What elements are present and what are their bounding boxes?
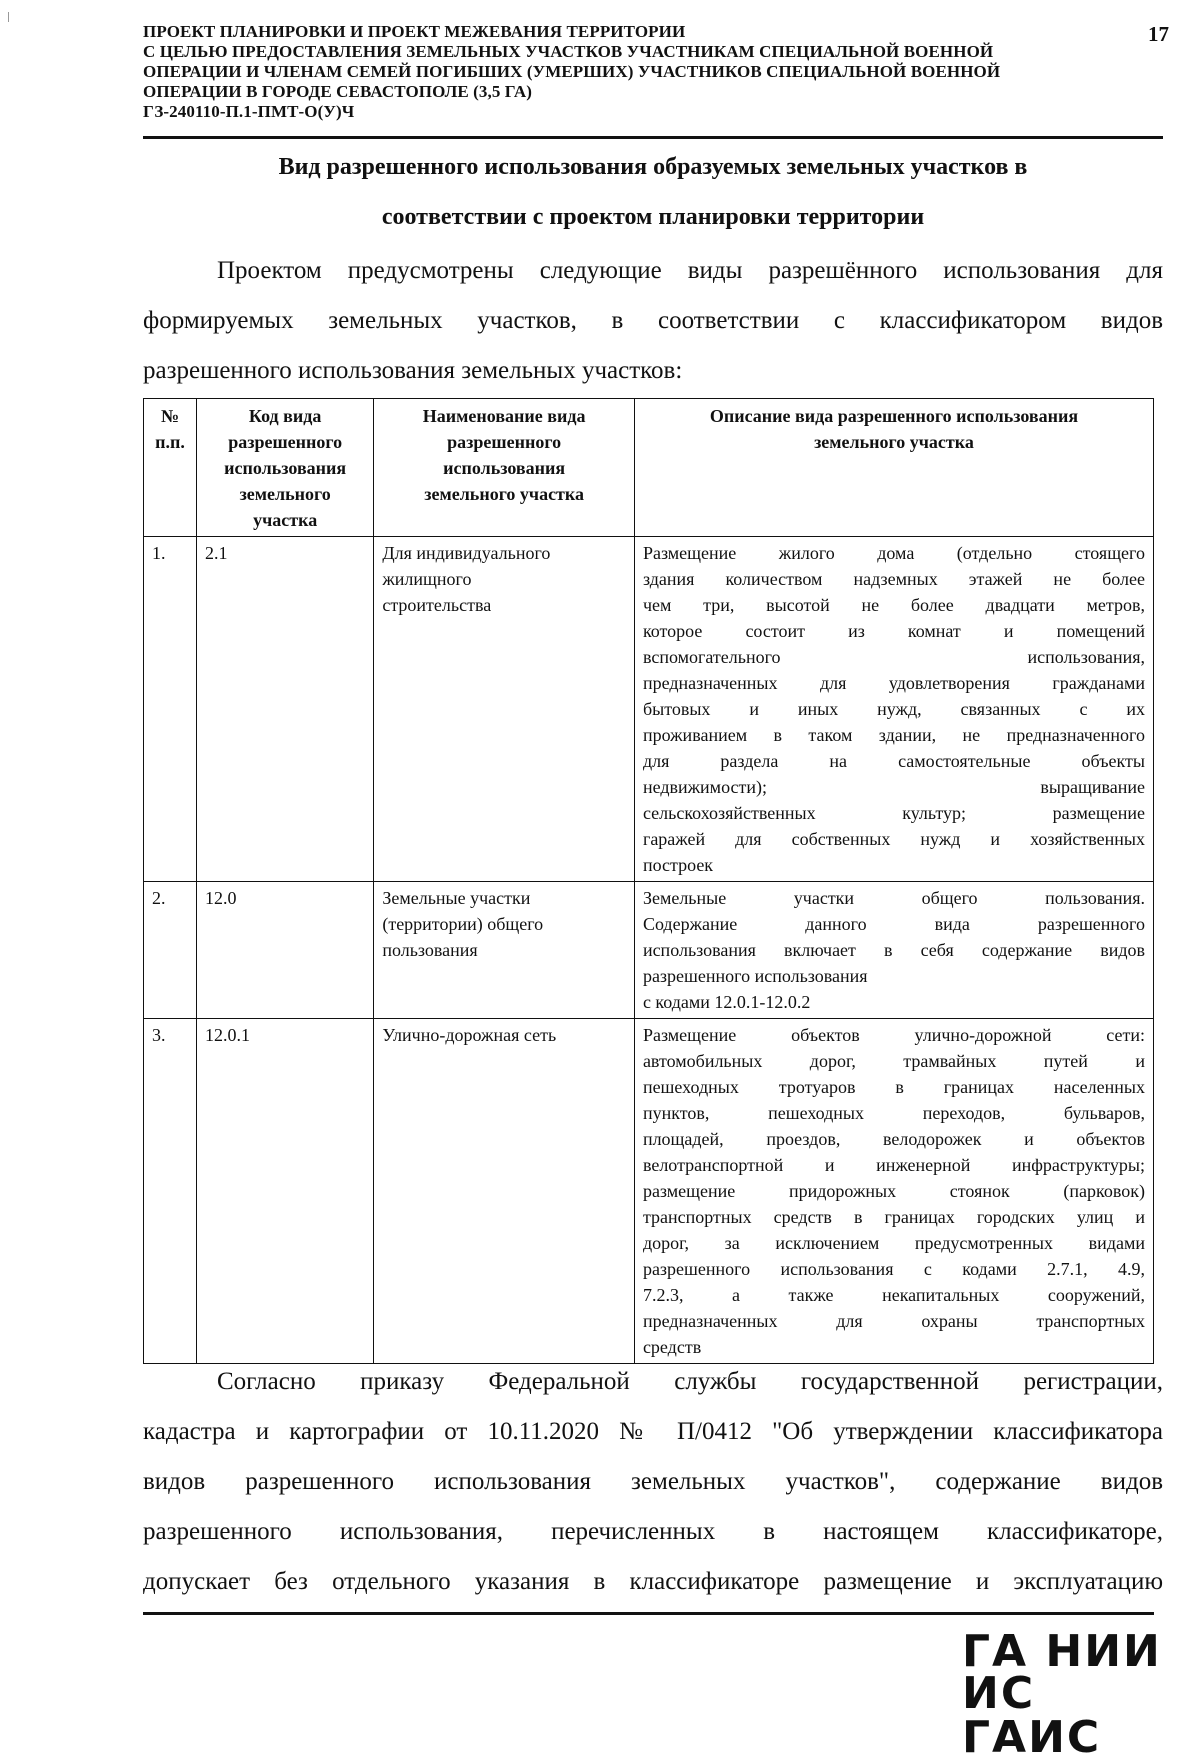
row-name [374, 1019, 635, 1364]
header-divider [143, 136, 1163, 139]
header-text: использования [224, 458, 347, 478]
document-header [143, 22, 1093, 122]
paragraph-line: допускает без отдельного указания в классификаторе размещение и эксплуатацию [143, 1568, 1163, 1595]
paragraph-line: разрешенного использования, перечисленных в настоящем классификаторе, [143, 1518, 1163, 1545]
paragraph-line: разрешенного использования земельных участков: [143, 357, 683, 384]
header-text: разрешенного [447, 432, 562, 452]
paragraph-line: Согласно приказу Федеральной службы государственной регистрации, [217, 1368, 1163, 1395]
paragraph-line: кадастра и картографии от 10.11.2020 № П/0412 "Об утверждении классификатора [143, 1418, 1163, 1445]
row-name [374, 882, 635, 1019]
table-row [144, 1019, 1154, 1364]
header-line: ОПЕРАЦИИ И ЧЛЕНАМ СЕМЕЙ ПОГИБШИХ (УМЕРШИХ) УЧАСТНИКОВ СПЕЦИАЛЬНОЙ ВОЕННОЙ [143, 62, 1001, 81]
row-num: 2. [144, 882, 197, 1019]
cell-line: Содержание данного вида разрешенного [642, 914, 1145, 934]
row-code: 12.0 [196, 882, 373, 1019]
logo-text: ГА НИИ [962, 1626, 1162, 1677]
header-code [196, 399, 373, 537]
cell-line: которое состоит из комнат и помещений [642, 621, 1145, 641]
cell-line: площадей, проездов, велодорожек и объектов [642, 1129, 1145, 1149]
cell-line: пешеходных тротуаров в границах населенных [642, 1077, 1145, 1097]
cell-line: велотранспортной и инженерной инфраструктуры; [642, 1155, 1145, 1175]
cell-line: размещение придорожных стоянок (парковок) [642, 1181, 1145, 1201]
cell-line: здания количеством надземных этажей не более [642, 569, 1145, 589]
cell-line: построек [642, 855, 714, 875]
cell-line: сельскохозяйственных культур; размещение [642, 803, 1145, 823]
cell-line: предназначенных для удовлетворения гражданами [642, 673, 1145, 693]
footer-divider [143, 1612, 1154, 1615]
cell-line: Улично-дорожная сеть [382, 1025, 557, 1045]
cell-line: Земельные участки [382, 888, 531, 908]
cell-line: Размещение жилого дома (отдельно стоящего [642, 543, 1145, 563]
intro-paragraph [143, 246, 1163, 396]
header-text: земельного участка [814, 432, 974, 452]
section-title-line-2: соответствии с проектом планировки территории [381, 204, 925, 230]
cell-line: (территории) общего [382, 914, 544, 934]
cell-line: с кодами 12.0.1-12.0.2 [642, 992, 811, 1012]
header-num [144, 399, 197, 537]
cell-line: разрешенного использования с кодами 2.7.1, 4.9, [642, 1259, 1145, 1279]
row-description [634, 537, 1153, 882]
scan-mark [8, 12, 9, 22]
header-text: Описание вида разрешенного использования [709, 406, 1079, 426]
cell-line: дорог, за исключением предусмотренных видами [642, 1233, 1145, 1253]
paragraph-line: формируемых земельных участков, в соответствии с классификатором видов [143, 307, 1163, 334]
header-text: земельного [239, 484, 331, 504]
logo-text: ИС ГАИС [962, 1668, 1102, 1763]
header-line: ОПЕРАЦИИ В ГОРОДЕ СЕВАСТОПОЛЕ (3,5 ГА) [143, 82, 532, 101]
header-text: земельного участка [424, 484, 585, 504]
page-number: 17 [1148, 22, 1169, 46]
header-text: участка [253, 510, 318, 530]
header-name [374, 399, 635, 537]
cell-line: использования включает в себя содержание видов [642, 940, 1145, 960]
header-text: № [160, 406, 180, 426]
header-text: Наименование вида [422, 406, 586, 426]
cell-line: автомобильных дорог, трамвайных путей и [642, 1051, 1145, 1071]
cell-line: средств [642, 1337, 702, 1357]
closing-paragraph [143, 1357, 1163, 1607]
header-line: ПРОЕКТ ПЛАНИРОВКИ И ПРОЕКТ МЕЖЕВАНИЯ ТЕРРИТОРИИ [143, 22, 686, 41]
cell-line: проживанием в таком здании, не предназначенного [642, 725, 1145, 745]
cell-line: бытовых и иных нужд, связанных с их [642, 699, 1145, 719]
cell-line: Для индивидуального [382, 543, 551, 563]
cell-line: пользования [382, 940, 478, 960]
header-description [634, 399, 1153, 537]
section-title-line-1: Вид разрешенного использования образуемых земельных участков в [278, 154, 1028, 180]
table-row [144, 882, 1154, 1019]
cell-line: для раздела на самостоятельные объекты [642, 751, 1145, 771]
document-code: ГЗ-240110-П.1-ПМТ-О(У)Ч [143, 102, 355, 121]
row-code: 2.1 [196, 537, 373, 882]
row-description [634, 882, 1153, 1019]
cell-line: разрешенного использования [642, 966, 868, 986]
paragraph-line: Проектом предусмотрены следующие виды разрешённого использования для [217, 257, 1163, 284]
row-description [634, 1019, 1153, 1364]
cell-line: чем три, высотой не более двадцати метров, [642, 595, 1145, 615]
table-row [144, 537, 1154, 882]
row-code: 12.0.1 [196, 1019, 373, 1364]
header-text: использования [443, 458, 566, 478]
cell-line: недвижимости); выращивание [642, 777, 1145, 797]
cell-line: транспортных средств в границах городских улиц и [642, 1207, 1145, 1227]
header-text: разрешенного [228, 432, 343, 452]
header-text: п.п. [155, 432, 185, 452]
cell-line: пунктов, пешеходных переходов, бульваров, [642, 1103, 1145, 1123]
row-num: 1. [144, 537, 197, 882]
header-text: Код вида [248, 406, 322, 426]
land-use-table [143, 398, 1154, 1364]
table-header-row [144, 399, 1154, 537]
cell-line: вспомогательного использования, [642, 647, 1145, 667]
cell-line: жилищного [382, 569, 472, 589]
cell-line: Размещение объектов улично-дорожной сети: [642, 1025, 1145, 1045]
row-name [374, 537, 635, 882]
cell-line: 7.2.3, а также некапитальных сооружений, [642, 1285, 1145, 1305]
organization-logo [962, 1626, 1162, 1763]
header-line: С ЦЕЛЬЮ ПРЕДОСТАВЛЕНИЯ ЗЕМЕЛЬНЫХ УЧАСТКОВ УЧАСТНИКАМ СПЕЦИАЛЬНОЙ ВОЕННОЙ [143, 42, 994, 61]
cell-line: гаражей для собственных нужд и хозяйственных [642, 829, 1145, 849]
row-num: 3. [144, 1019, 197, 1364]
cell-line: строительства [382, 595, 492, 615]
cell-line: предназначенных для охраны транспортных [642, 1311, 1145, 1331]
paragraph-line: видов разрешенного использования земельных участков", содержание видов [143, 1468, 1163, 1495]
cell-line: Земельные участки общего пользования. [642, 888, 1145, 908]
